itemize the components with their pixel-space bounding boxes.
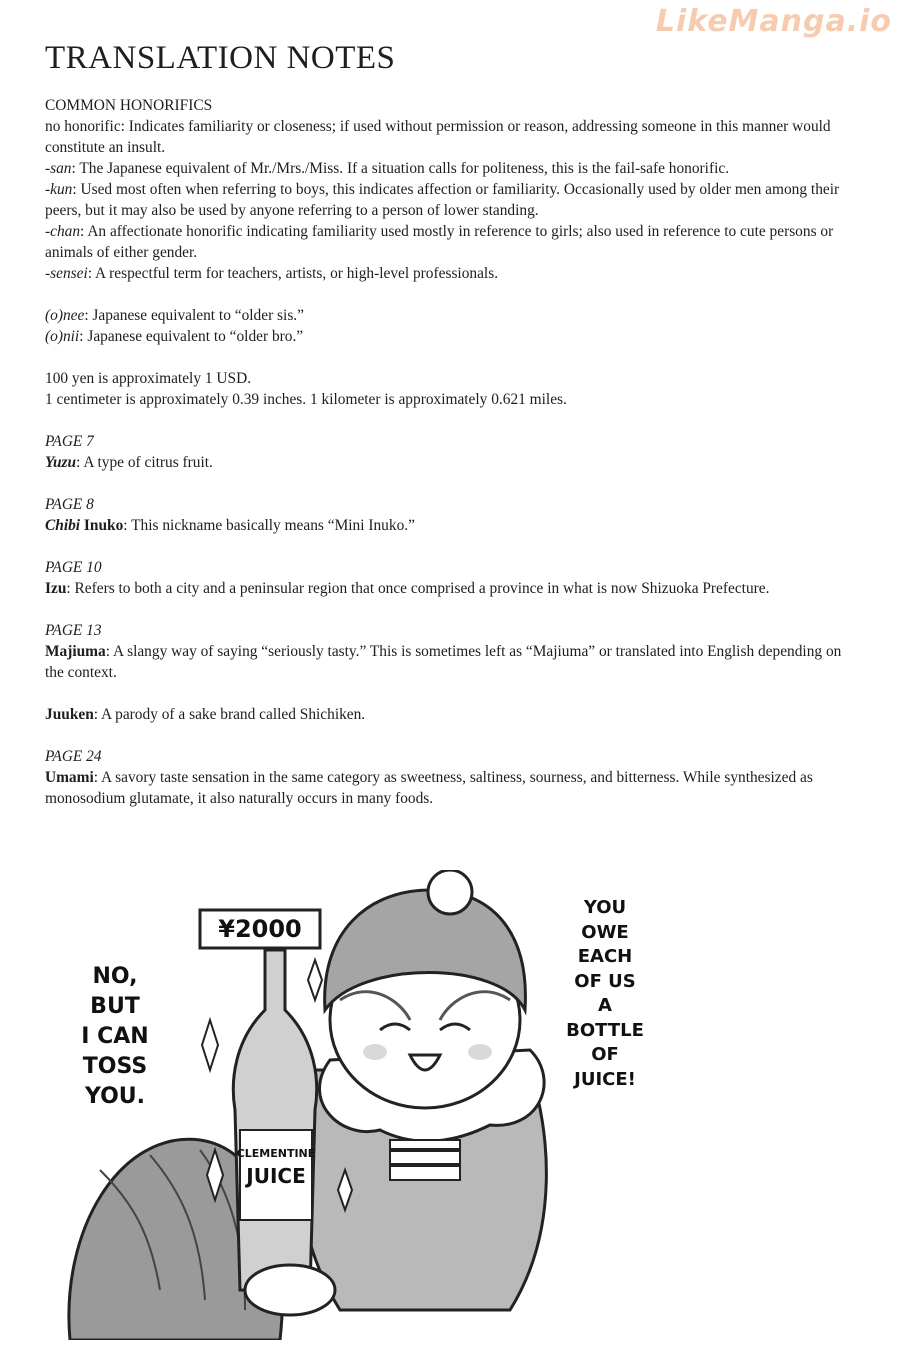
speech-line: NO, xyxy=(92,964,138,989)
bottle-label-line: JUICE xyxy=(246,1164,306,1188)
bottle-label-text xyxy=(236,1146,316,1190)
term: (o)nii xyxy=(45,328,80,345)
page-title: TRANSLATION NOTES xyxy=(45,40,396,76)
definition: : A slangy way of saying “seriously tasty.” This is sometimes left as “Majiuma” or translated into English depending on the context. xyxy=(45,643,842,681)
speech-line: BUT xyxy=(90,994,140,1019)
note-sensei xyxy=(45,263,845,284)
speech-line: EACH xyxy=(577,946,633,967)
speech-right xyxy=(550,896,660,1092)
site-watermark: LikeManga.io xyxy=(655,4,892,39)
note-chan xyxy=(45,221,845,263)
speech-line: YOU. xyxy=(84,1084,146,1109)
speech-line: JUICE! xyxy=(574,1068,636,1090)
speech-left xyxy=(60,962,170,1112)
hat-pompom xyxy=(428,870,472,914)
definition: : Used most often when referring to boys, this indicates affection or familiarity. Occasionally used by older men among their peers, but it may also be used by anyone referring to a person of lower standing. xyxy=(45,181,840,219)
manga-illustration xyxy=(40,870,860,1340)
term: -san xyxy=(45,160,72,177)
page-label: PAGE 10 xyxy=(45,559,102,576)
note-majiuma xyxy=(45,641,845,683)
term: Umami xyxy=(45,769,94,786)
note-yen: 100 yen is approximately 1 USD. xyxy=(45,370,252,387)
hand xyxy=(245,1265,335,1315)
definition: : The Japanese equivalent of Mr./Mrs./Miss. If a situation calls for politeness, this is the fail-safe honorific. xyxy=(71,160,730,177)
term: Yuzu xyxy=(45,454,77,471)
page-label: PAGE 24 xyxy=(45,748,102,765)
note-yuzu xyxy=(45,452,845,473)
term: -kun xyxy=(45,181,73,198)
speech-line: OF xyxy=(591,1044,619,1065)
term: Izu xyxy=(45,580,67,597)
price-tag-text: ¥2000 xyxy=(218,915,302,943)
speech-line: A xyxy=(598,995,612,1016)
definition: : A parody of a sake brand called Shichiken. xyxy=(93,706,366,723)
definition: : Japanese equivalent to “older bro.” xyxy=(79,328,304,345)
definition: : An affectionate honorific indicating familiarity used mostly in reference to girls; also used in reference to cute persons or animals of either gender. xyxy=(45,223,834,261)
definition: : A savory taste sensation in the same category as sweetness, saltiness, sourness, and bitterness. While synthesized as monosodium glutamate, it also naturally occurs in many foods. xyxy=(45,769,813,807)
translation-notes-page xyxy=(45,38,845,809)
note-umami xyxy=(45,767,845,809)
page-label: PAGE 7 xyxy=(45,433,94,450)
note-kun xyxy=(45,179,845,221)
honorifics-heading: COMMON HONORIFICS xyxy=(45,97,213,114)
note-chibi-inuko xyxy=(45,515,845,536)
note-izu xyxy=(45,578,845,599)
term: -sensei xyxy=(45,265,88,282)
term: Chibi xyxy=(45,517,81,534)
note-onee xyxy=(45,305,845,326)
definition: : This nickname basically means “Mini Inuko.” xyxy=(123,517,415,534)
term: Juuken xyxy=(45,706,94,723)
note-juuken xyxy=(45,704,845,725)
juice-bottle xyxy=(233,950,316,1290)
bottle-label-line: CLEMENTINE xyxy=(236,1147,316,1160)
speech-line: I CAN xyxy=(81,1024,149,1049)
note-onii xyxy=(45,326,845,347)
page-label: PAGE 8 xyxy=(45,496,94,513)
speech-line: OWE xyxy=(581,921,629,943)
note-metric: 1 centimeter is approximately 0.39 inches. 1 kilometer is approximately 0.621 miles. xyxy=(45,391,567,408)
term: -chan xyxy=(45,223,81,240)
term: Majiuma xyxy=(45,643,106,660)
speech-line: OF US xyxy=(574,970,636,992)
term: Inuko xyxy=(80,517,124,534)
note-no-honorific: no honorific: Indicates familiarity or closeness; if used without permission or reason, addressing someone in this manner would constitute an insult. xyxy=(45,118,831,156)
definition: : Refers to both a city and a peninsular region that once comprised a province in what is now Shizuoka Prefecture. xyxy=(66,580,770,597)
page-label: PAGE 13 xyxy=(45,622,102,639)
definition: : A type of citrus fruit. xyxy=(76,454,213,471)
definition: : Japanese equivalent to “older sis.” xyxy=(84,307,304,324)
term: (o)nee xyxy=(45,307,85,324)
speech-line: YOU xyxy=(583,897,627,918)
note-san xyxy=(45,158,845,179)
speech-line: TOSS xyxy=(82,1054,148,1079)
definition: : A respectful term for teachers, artists, or high-level professionals. xyxy=(87,265,499,282)
speech-line: BOTTLE xyxy=(566,1019,644,1041)
